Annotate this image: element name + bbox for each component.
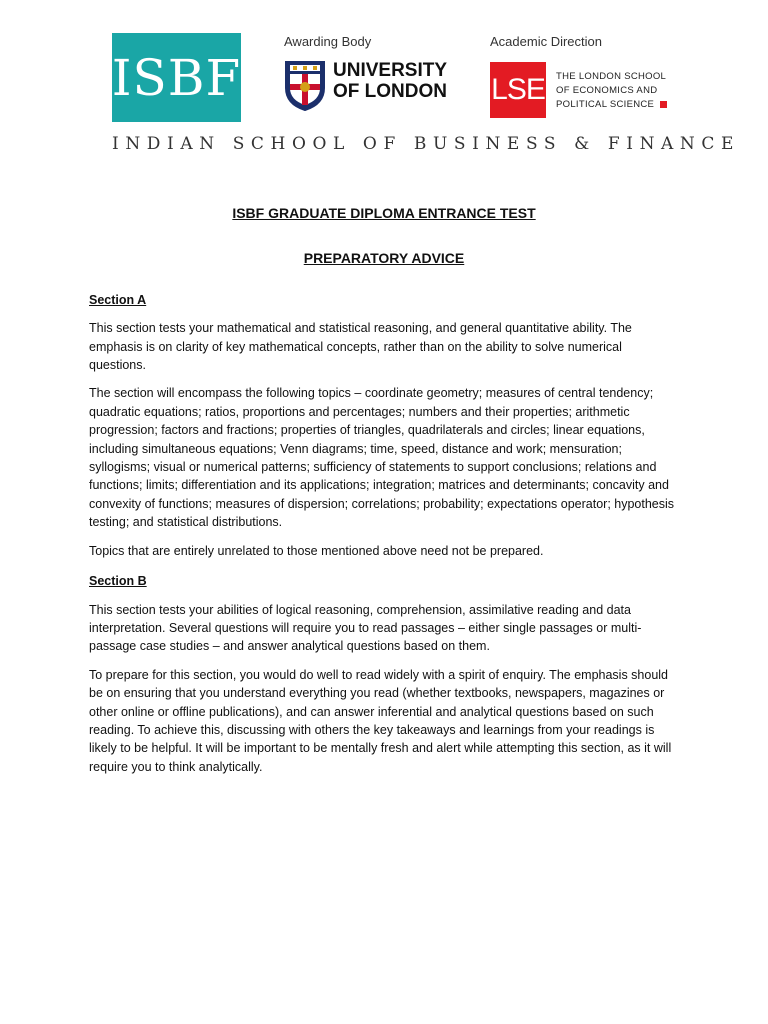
letterhead: [0, 0, 768, 160]
isbf-full-name: INDIAN SCHOOL OF BUSINESS & FINANCE: [112, 134, 741, 154]
section-a-paragraph-1: This section tests your mathematical and statistical reasoning, and general quantitative ability. The emphasis is on clarity of key mathematical concepts, rather than on the ability to solve numerical questions.: [89, 321, 632, 373]
section-a-paragraph-2: The section will encompass the following topics – coordinate geometry; measures of central tendency; quadratic equations; ratios, proportions and percentages; numbers and their properties; arithmetic progression; factors and fractions; properties of triangles, quadrilaterals and circles; linear equations, including simultaneous equations; Venn diagrams; time, speed, distance and work; mensuration; syllogisms; visual or numerical patterns; sufficiency of statements to support conclusions; relations and functions; limits; differentiation and its applications; integration; matrices and determinants; concavity and convexity of functions; measures of dispersion; correlations; probability; expectations operator; hypothesis testing; and statistical distributions.: [89, 386, 675, 530]
uol-line-1: UNIVERSITY: [333, 60, 448, 81]
lse-logo-text: LSE: [491, 73, 545, 106]
section-a-heading: Section A: [89, 292, 147, 307]
lse-line-2: OF ECONOMICS AND: [556, 85, 658, 96]
lse-full-name: [556, 70, 667, 112]
academic-direction-label: Academic Direction: [490, 34, 602, 49]
awarding-body-label: Awarding Body: [284, 34, 372, 49]
document-subtitle: PREPARATORY ADVICE: [303, 250, 465, 267]
section-a-paragraph-3: Topics that are entirely unrelated to those mentioned above need not be prepared.: [89, 543, 544, 558]
isbf-logo-text: ISBF: [111, 48, 242, 107]
document-body: [89, 200, 679, 786]
lse-red-square-icon: [660, 101, 667, 108]
section-b-paragraph-1: This section tests your abilities of logical reasoning, comprehension, assimilative reading and data interpretation. Several questions will require you to read passages – either single passages or multi-passage case studies – and answer analytical questions based on them.: [89, 602, 642, 654]
isbf-logo: [112, 33, 241, 122]
lse-line-3-row: [556, 98, 667, 112]
uol-line-2: OF LONDON: [333, 81, 447, 102]
university-of-london-wordmark: [333, 60, 447, 102]
section-b-heading: Section B: [89, 574, 147, 589]
section-b-paragraph-2: To prepare for this section, you would do well to read widely with a spirit of enquiry. The emphasis should be on ensuring that you understand everything you read (whether textbooks, newspapers, magazines or other online or offline publications), and can answer inferential and analytical questions based on such reading. To achieve this, discussing with others the key takeaways and learnings from your readings is likely to be helpful. It will be important to be mentally fresh and alert while attempting this section, as it will require you to think analytically.: [89, 667, 672, 774]
lse-line-1: THE LONDON SCHOOL: [556, 71, 667, 82]
lse-line-3: POLITICAL SCIENCE: [556, 99, 655, 110]
document-title: ISBF GRADUATE DIPLOMA ENTRANCE TEST: [232, 205, 536, 221]
university-of-london-crest-icon: [284, 60, 326, 112]
lse-logo: [490, 62, 546, 118]
